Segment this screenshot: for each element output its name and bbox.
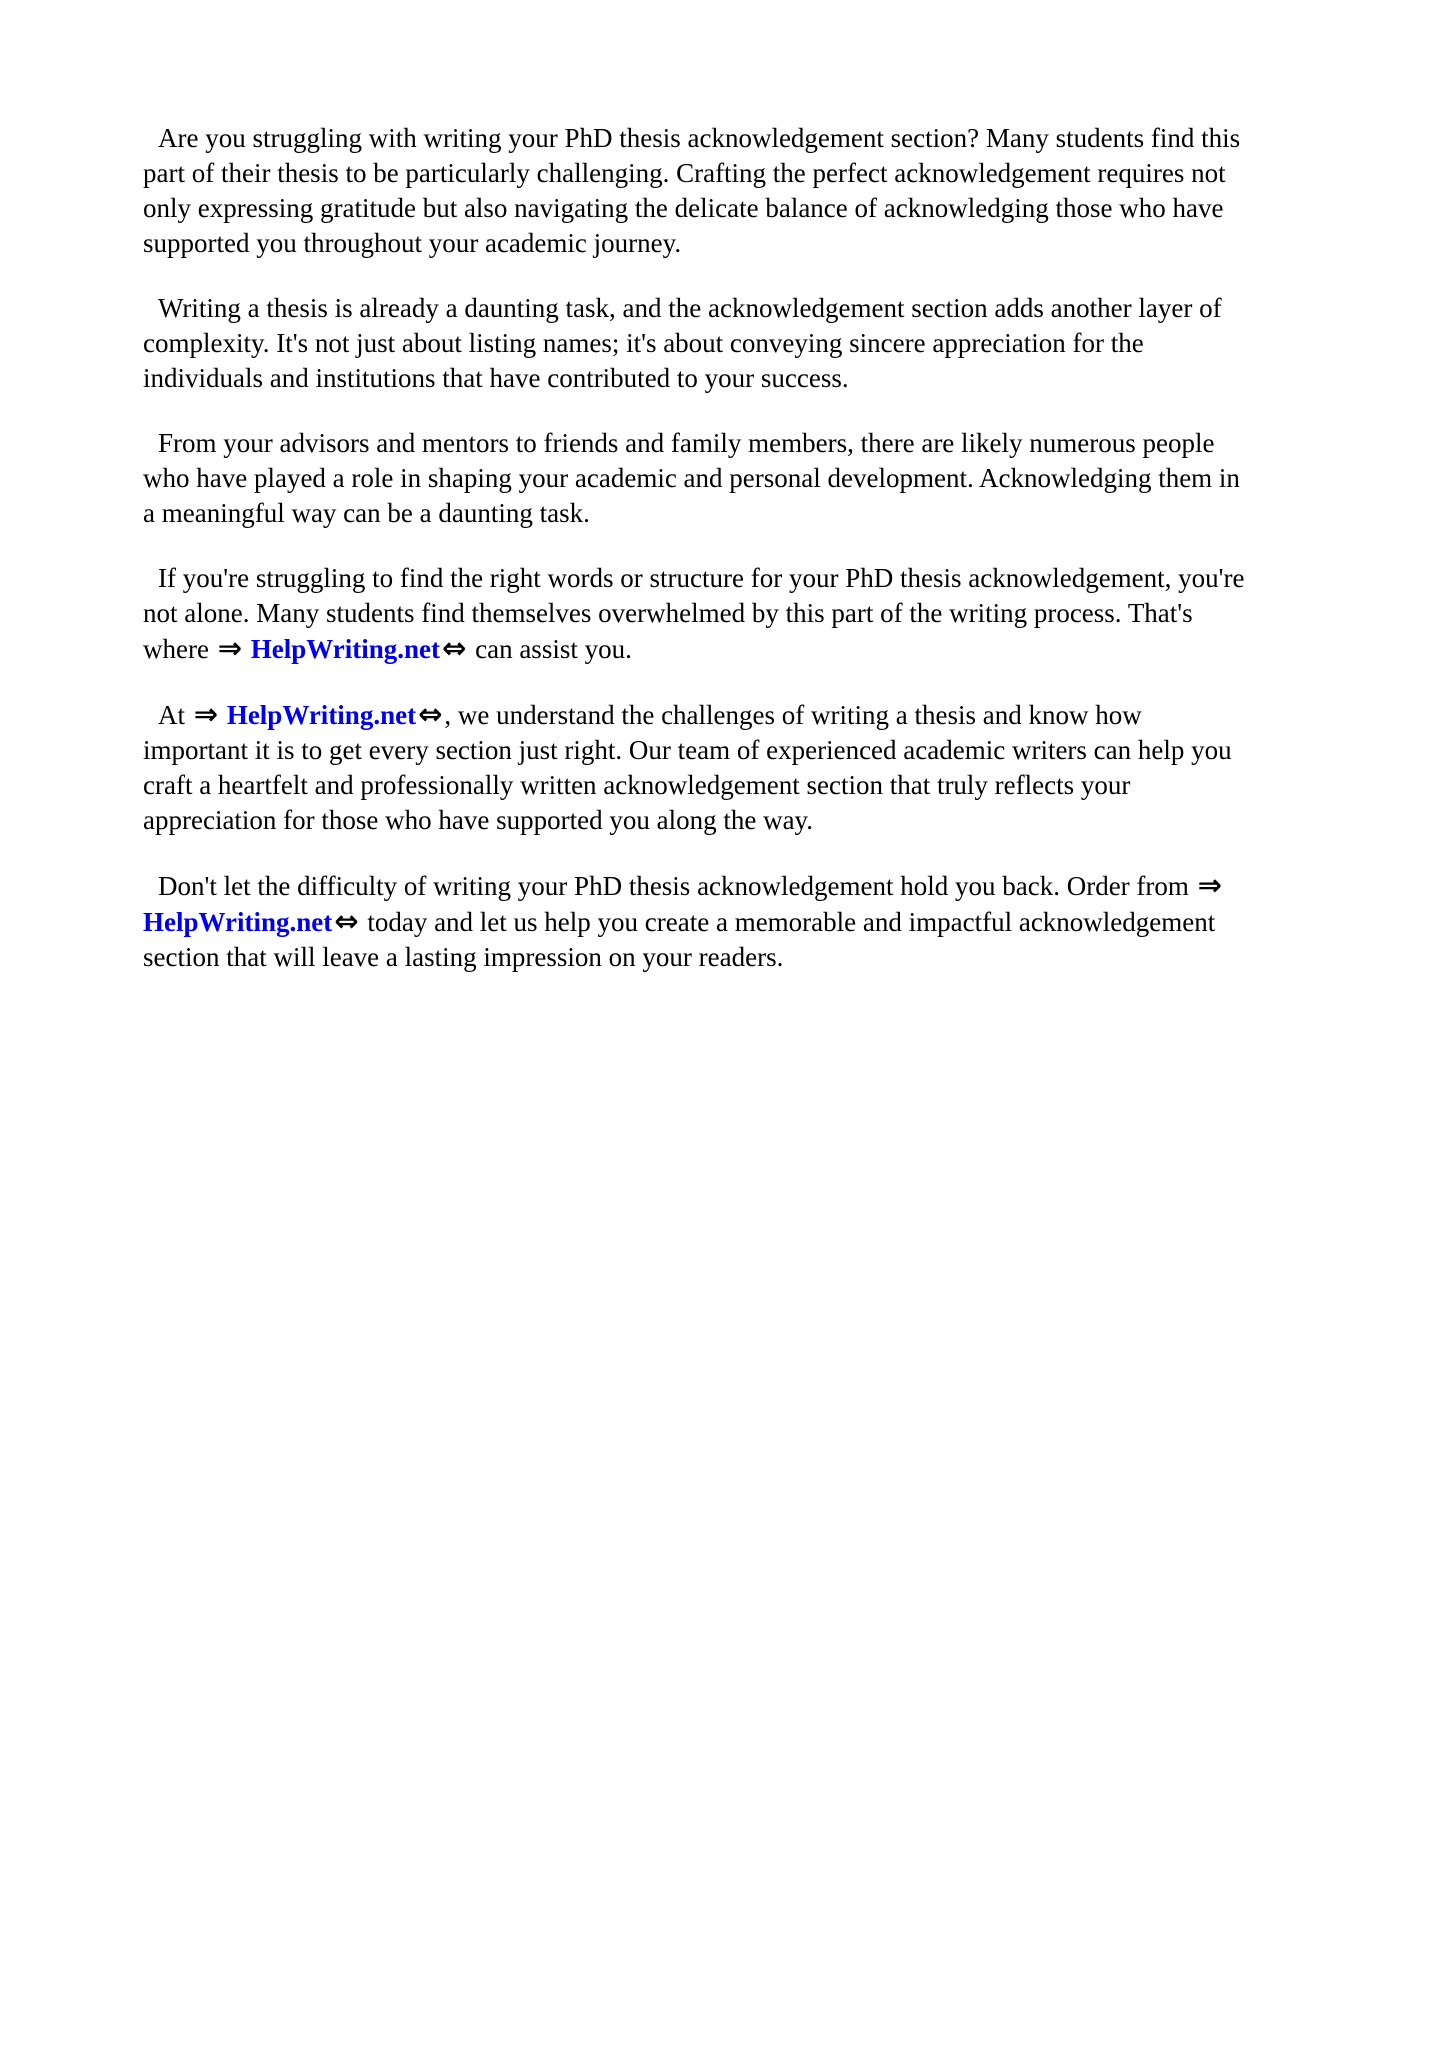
text-run: only expressing gratitude but also navigating the delicate balance of acknowledging those who have [143,193,1224,223]
text-line [143,496,1392,531]
text-run: Don't let the difficulty of writing your PhD thesis acknowledgement hold you back. Order from [158,871,1196,901]
text-run: At [158,700,192,730]
text-run: Are you struggling with writing your PhD thesis acknowledgement section? Many students find this [158,123,1241,153]
text-line [143,226,1392,261]
text-run: individuals and institutions that have contributed to your success. [143,363,849,393]
text-run: craft a heartfelt and professionally written acknowledgement section that truly reflects your [143,770,1131,800]
text-run: where [143,634,216,664]
text-run: can assist you. [468,634,632,664]
text-run: not alone. Many students find themselves overwhelmed by this part of the writing process. That's [143,598,1193,628]
text-line [143,291,1392,326]
text-line [143,156,1392,191]
paragraph [143,291,1392,396]
text-run: who have played a role in shaping your academic and personal development. Acknowledging them in [143,463,1240,493]
text-line [143,326,1392,361]
text-line [143,426,1392,461]
double-arrow-right-icon: ⇒ [1197,868,1222,902]
text-line [143,631,1392,667]
text-line [143,561,1392,596]
paragraph [143,561,1392,667]
document-content [0,0,1447,975]
text-line [143,768,1392,803]
text-run: section that will leave a lasting impression on your readers. [143,942,784,972]
text-run: Writing a thesis is already a daunting task, and the acknowledgement section adds another layer of [158,293,1222,323]
double-arrow-leftright-icon: ⇔ [334,904,359,938]
text-run: From your advisors and mentors to friends and family members, there are likely numerous people [158,428,1215,458]
text-line [143,868,1392,904]
text-run: today and let us help you create a memorable and impactful acknowledgement [360,907,1216,937]
double-arrow-right-icon: ⇒ [193,697,219,731]
double-arrow-leftright-icon: ⇔ [442,631,467,665]
helpwriting-link[interactable]: HelpWriting.net [143,907,333,937]
text-line [143,191,1392,226]
double-arrow-right-icon: ⇒ [217,631,243,665]
text-run: supported you throughout your academic journey. [143,228,682,258]
text-line [143,904,1392,940]
text-run: appreciation for those who have supported you along the way. [143,805,814,835]
text-run: , we understand the challenges of writing a thesis and know how [444,700,1142,730]
double-arrow-leftright-icon: ⇔ [418,697,443,731]
text-run: important it is to get every section just right. Our team of experienced academic writers can help you [143,735,1232,765]
text-line [143,361,1392,396]
text-line [143,596,1392,631]
text-run [220,700,227,730]
text-run: part of their thesis to be particularly challenging. Crafting the perfect acknowledgement requires not [143,158,1226,188]
text-run [244,634,251,664]
paragraph [143,426,1392,531]
text-line [143,940,1392,975]
text-line [143,461,1392,496]
paragraph [143,697,1392,838]
text-line [143,803,1392,838]
helpwriting-link[interactable]: HelpWriting.net [250,634,441,664]
helpwriting-link[interactable]: HelpWriting.net [226,700,417,730]
text-run: complexity. It's not just about listing names; it's about conveying sincere appreciation for the [143,328,1144,358]
text-run: If you're struggling to find the right words or structure for your PhD thesis acknowledgement, you're [158,563,1245,593]
text-line [143,733,1392,768]
paragraph [143,121,1392,261]
text-run: a meaningful way can be a daunting task. [143,498,590,528]
text-line [143,121,1392,156]
paragraph [143,868,1392,975]
text-line [143,697,1392,733]
